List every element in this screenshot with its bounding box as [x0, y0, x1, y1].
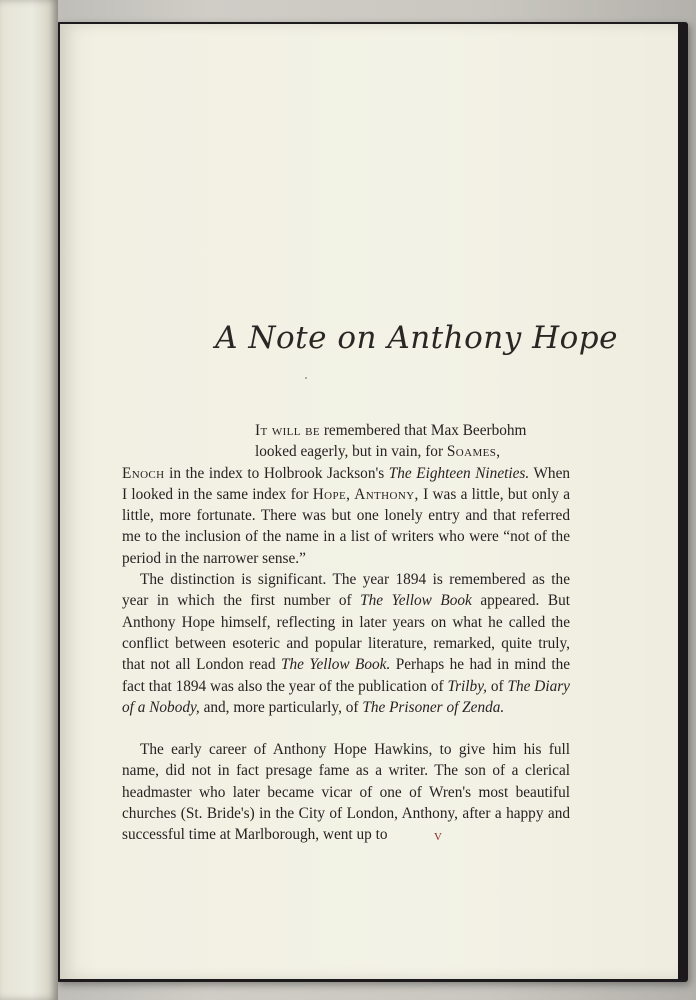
small-caps-name: Soames,	[446, 443, 501, 461]
paragraph-1-line-2	[122, 441, 570, 462]
text-run: and, more particularly, of	[199, 698, 363, 716]
text-run: of	[486, 677, 508, 695]
text-run: looked eagerly, but in vain, for	[255, 443, 447, 461]
paragraph-2	[122, 569, 570, 718]
text-run: I was a little, but only a little, more fortunate. There was but one lonely entry and that referred me to the inclusion of the name in a list of writers who were “not of the period in the narrower sense.”	[122, 485, 570, 567]
book-page	[60, 24, 678, 979]
text-run: in the index to Holbrook Jackson's	[164, 464, 389, 482]
small-caps-name: Hope, Anthony,	[312, 485, 419, 503]
text-run: appeared. But Anthony Hope himself, reflecting in later years on what he called the conflict between esoteric and popular literature, remarked, quite truly, that not all London read	[122, 592, 570, 674]
chapter-title: A Note on Anthony Hope	[215, 320, 618, 356]
text-run: remembered that Max Beerbohm	[320, 422, 527, 439]
text-run: Perhaps he had in mind the fact that 1894 was also the year of the publication of	[122, 656, 571, 695]
paragraph-3: The early career of Anthony Hope Hawkins, to give him his full name, did not in fact presage fame as a writer. The son of a clerical headmaster who later became vicar of one of Wren's most beautiful churches (St. Bride's) in the City of London, Anthony, after a happy and successful time at Marlborough, went up to	[122, 741, 570, 844]
facing-page-edge	[0, 0, 58, 1000]
paragraph-1	[122, 420, 570, 569]
book-title-italic: The Prisoner of Zenda.	[362, 698, 505, 716]
book-title-italic: The Yellow Book	[360, 592, 472, 610]
paragraph-1-opening	[122, 420, 570, 441]
lead-small-caps: It will be	[255, 422, 321, 439]
book-title-italic: The Diary of a Nobody,	[122, 677, 570, 716]
page-number: v	[434, 828, 443, 844]
small-caps-name: Enoch	[122, 464, 165, 482]
text-run: When I looked in the same index for	[122, 464, 571, 503]
book-title-italic: Trilby,	[447, 677, 487, 695]
text-run: The distinction is significant. The year 1894 is remembered as the year in which the first number of	[122, 571, 570, 610]
book-title-italic: The Yellow Book.	[280, 656, 391, 674]
book-title-italic: The Eighteen Nineties.	[388, 464, 530, 482]
body-text	[122, 420, 570, 846]
page-speck	[305, 377, 307, 379]
cover-edge	[678, 24, 688, 979]
